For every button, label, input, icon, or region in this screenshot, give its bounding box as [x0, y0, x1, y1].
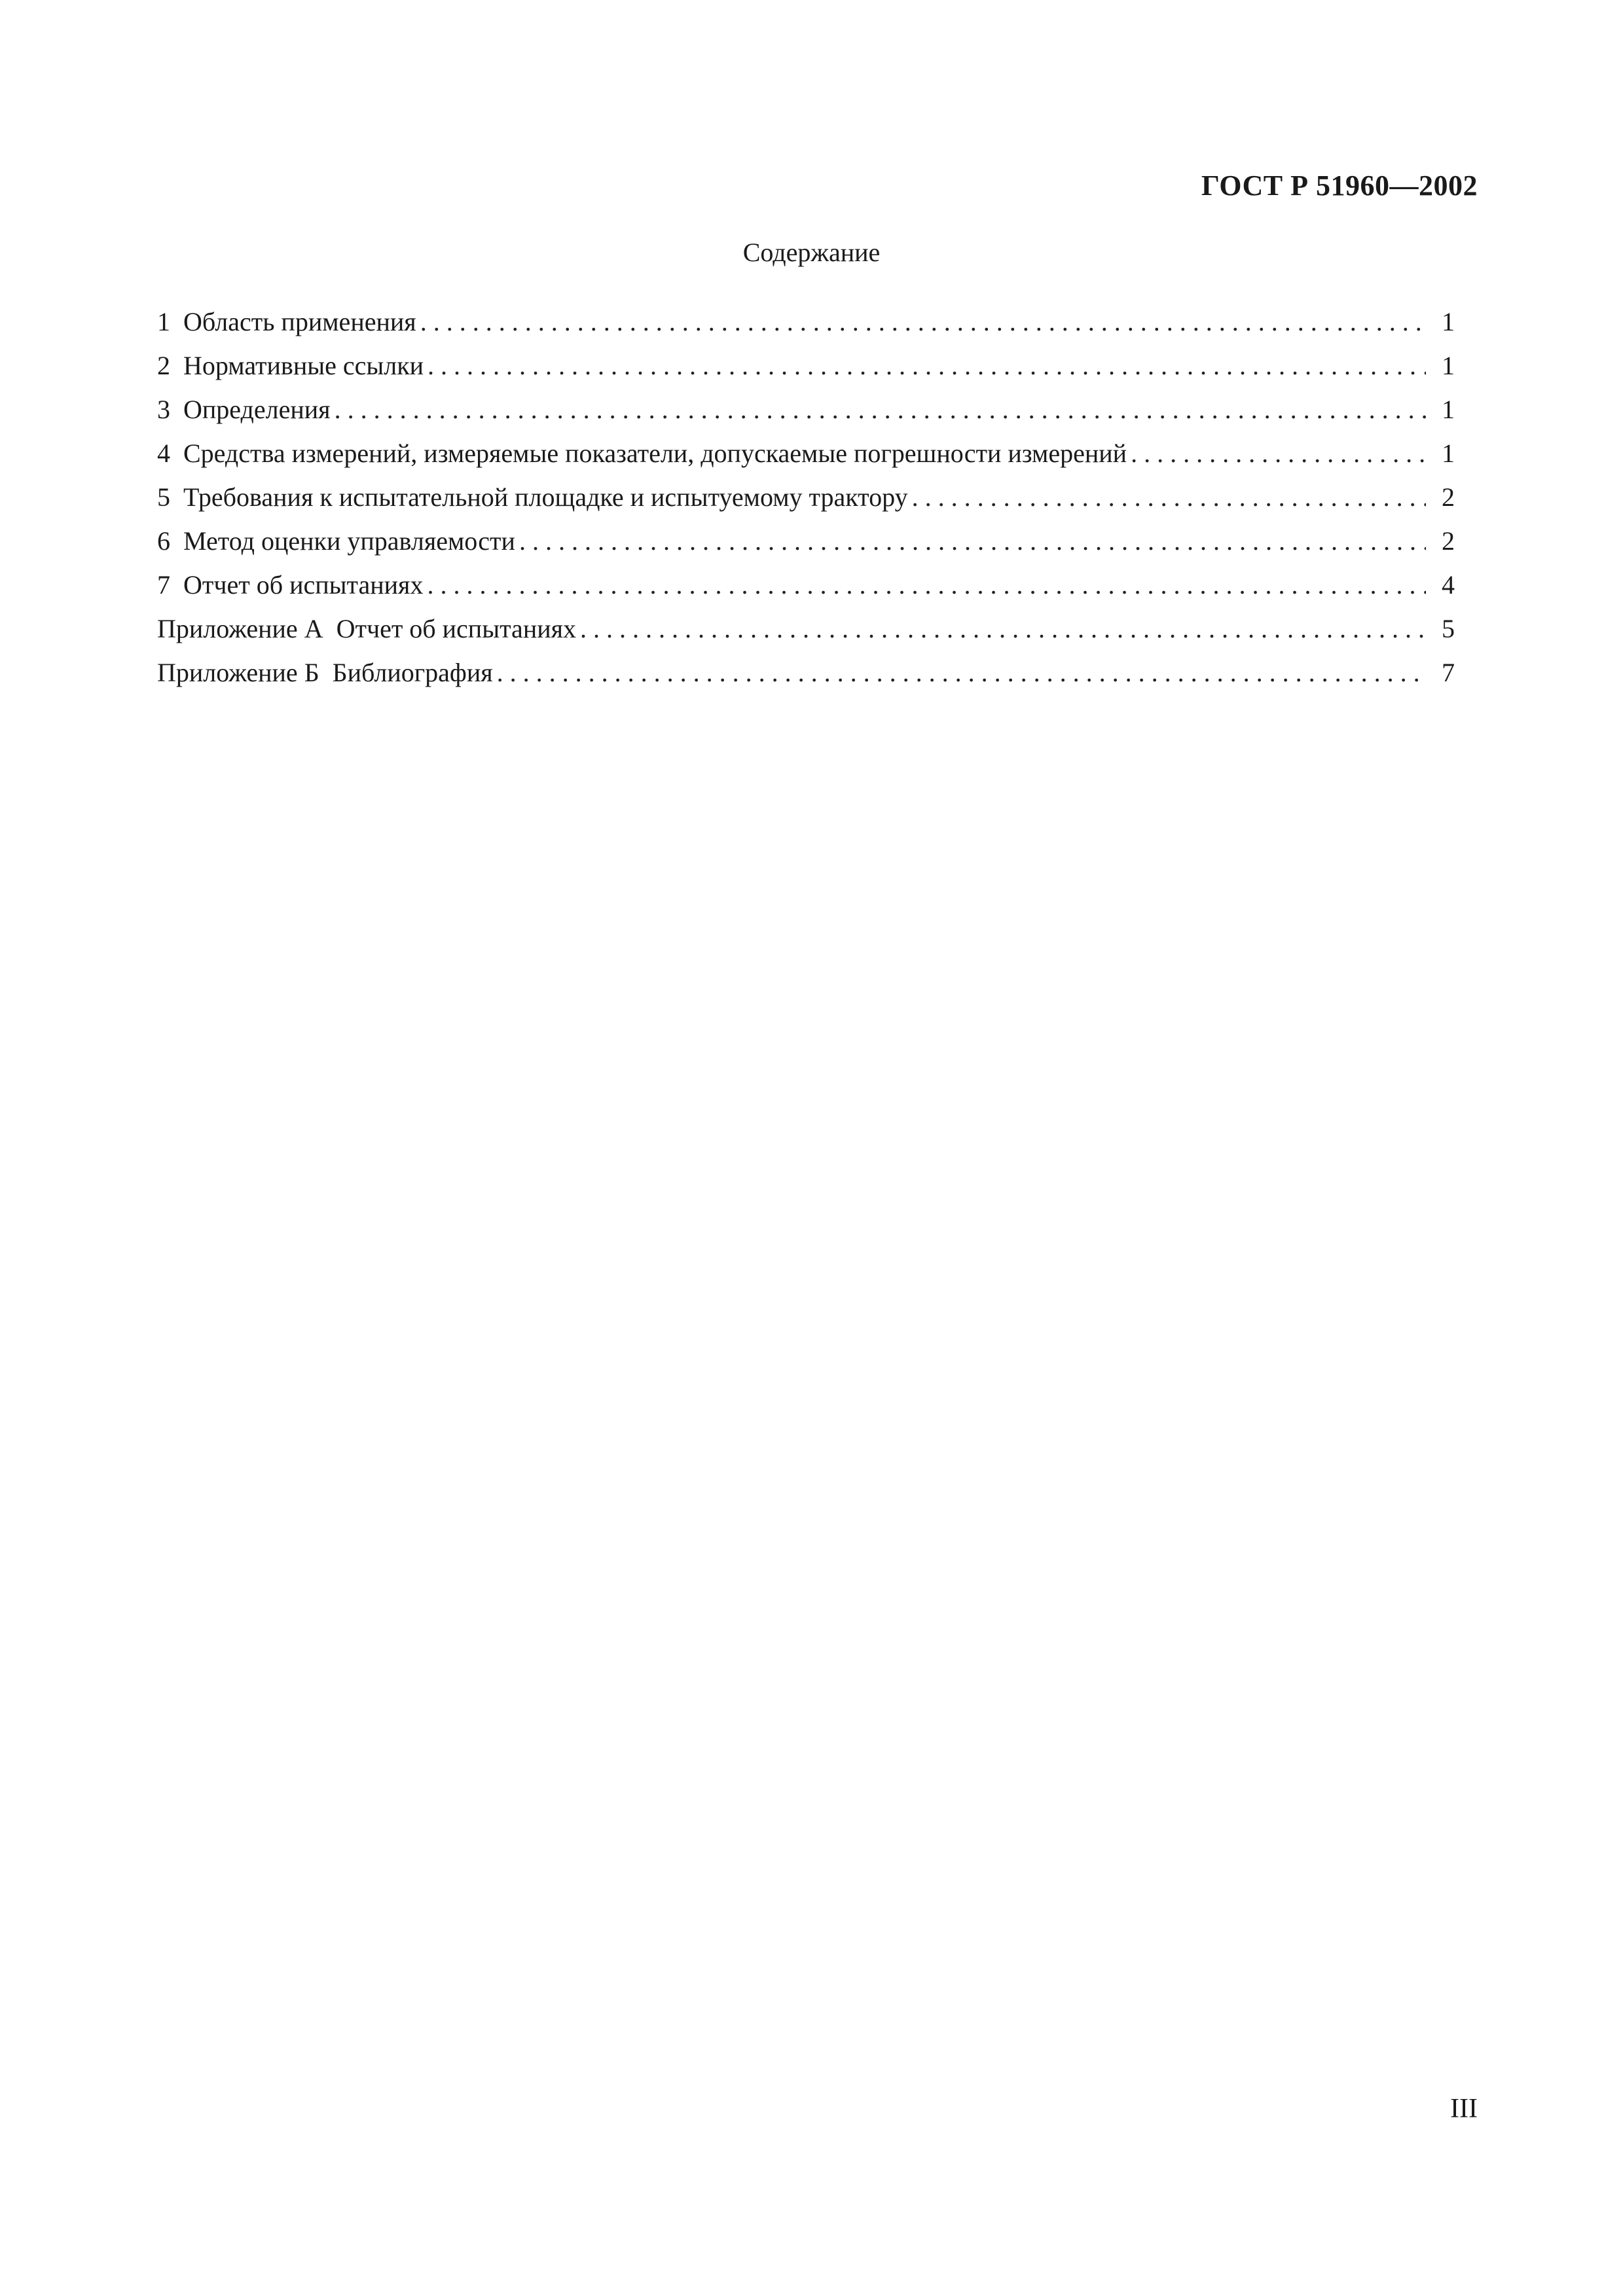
toc-entry-3[interactable]	[157, 387, 1455, 431]
toc-entry-number: Приложение А	[157, 614, 323, 643]
toc-entry-number: 4	[157, 439, 170, 468]
toc-dot-leader	[580, 607, 1426, 651]
toc-entry-label: Отчет об испытаниях	[183, 570, 424, 600]
toc-entry-label: Средства измерений, измеряемые показатели, допускаемые погрешности измерений	[183, 439, 1127, 468]
document-code: ГОСТ Р 51960—2002	[1201, 170, 1478, 202]
toc-entry-number: 3	[157, 395, 170, 424]
toc-entry-label: Метод оценки управляемости	[183, 526, 515, 556]
toc-entry-page: 5	[1442, 614, 1455, 643]
toc-entry-label: Требования к испытательной площадке и испытуемому трактору	[183, 482, 908, 512]
toc-entry-page: 1	[1442, 351, 1455, 380]
toc-entry-label: Библиография	[332, 658, 493, 687]
toc-entry-page: 7	[1442, 658, 1455, 687]
toc-dot-leader	[428, 344, 1426, 387]
toc-entry-appendix-b[interactable]	[157, 651, 1455, 694]
toc-entry-4[interactable]	[157, 431, 1455, 475]
toc-entry-2[interactable]	[157, 344, 1455, 387]
toc-entry-page: 4	[1442, 570, 1455, 600]
toc-entry-1[interactable]	[157, 300, 1455, 344]
toc-entry-label: Отчет об испытаниях	[336, 614, 577, 643]
toc-dot-leader	[427, 563, 1426, 607]
toc-entry-page: 1	[1442, 307, 1455, 336]
toc-entry-page: 1	[1442, 395, 1455, 424]
toc-dot-leader	[497, 651, 1426, 694]
toc-title: Содержание	[742, 238, 881, 267]
toc-entry-label: Определения	[183, 395, 331, 424]
page-number: III	[1450, 2094, 1478, 2124]
toc-entry-page: 2	[1442, 482, 1455, 512]
toc-dot-leader	[420, 300, 1426, 344]
toc-entry-number: Приложение Б	[157, 658, 319, 687]
table-of-contents	[157, 300, 1455, 694]
toc-entry-6[interactable]	[157, 519, 1455, 563]
toc-entry-page: 1	[1442, 439, 1455, 468]
toc-entry-label: Нормативные ссылки	[183, 351, 424, 380]
toc-entry-appendix-a[interactable]	[157, 607, 1455, 651]
toc-entry-5[interactable]	[157, 475, 1455, 519]
toc-dot-leader	[519, 519, 1426, 563]
toc-dot-leader	[912, 475, 1426, 519]
toc-entry-page: 2	[1442, 526, 1455, 556]
toc-entry-label: Область применения	[183, 307, 416, 336]
toc-entry-number: 7	[157, 570, 170, 600]
toc-entry-number: 6	[157, 526, 170, 556]
toc-entry-7[interactable]	[157, 563, 1455, 607]
toc-entry-number: 1	[157, 307, 170, 336]
toc-entry-number: 2	[157, 351, 170, 380]
toc-entry-number: 5	[157, 482, 170, 512]
toc-dot-leader	[1131, 431, 1426, 475]
toc-dot-leader	[335, 387, 1426, 431]
